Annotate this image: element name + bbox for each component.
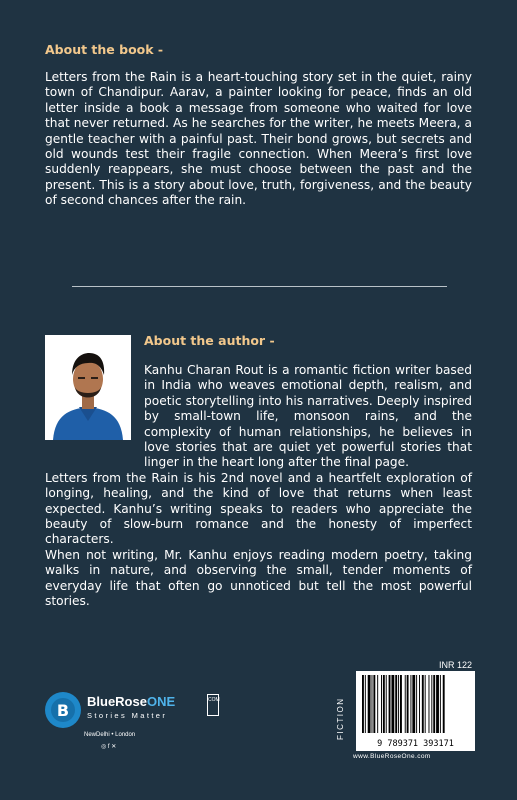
publisher-name-accent: ONE — [146, 694, 176, 709]
barcode-bar — [377, 675, 378, 733]
barcode-bar — [395, 675, 397, 733]
barcode-bar — [416, 675, 417, 733]
about-book-text: Letters from the Rain is a heart-touching story set in the quiet, rainy town of Chandipur. Aarav, a painter looking for peace, finds an old letter inside a book a message from someone who waited for love that never returned. As he searches for the writer, he meets Meera, a gentle teacher with a painful past. Their bond grows, but secrets and old wounds test their fragile connection. When Meera’s first love suddenly reappears, she must choose between the past and the present. This is a story about love, truth, forgiveness, and the beauty of second chances after the rain. — [45, 70, 472, 208]
publisher-emblem-letter: B — [56, 701, 70, 720]
about-author-text — [45, 363, 472, 610]
barcode-bar — [433, 675, 435, 733]
isbn-barcode — [356, 671, 475, 751]
barcode-bar — [398, 675, 399, 733]
barcode-bar — [381, 675, 382, 733]
barcode-bar — [419, 675, 420, 733]
about-book-heading: About the book - — [45, 42, 164, 57]
publisher-emblem-icon — [45, 692, 81, 728]
barcode-bar — [405, 675, 406, 733]
isbn-number: 9 789371 393171 — [377, 739, 454, 749]
barcode-bar — [400, 675, 402, 733]
publisher-name — [87, 694, 175, 709]
publisher-locations: NewDelhi • London — [84, 732, 136, 738]
barcode-bar — [407, 675, 409, 733]
barcode-bar — [372, 675, 373, 733]
barcode-bar — [429, 675, 430, 733]
publisher-badge: COM — [207, 694, 219, 716]
publisher-website: www.BlueRoseOne.com — [353, 753, 431, 760]
barcode-bar — [436, 675, 439, 733]
social-icons: ◎ f ✕ — [101, 744, 117, 750]
author-hobbies-paragraph: When not writing, Mr. Kanhu enjoys reading modern poetry, taking walks in nature, and observing the small, tender moments of everyday life that often go unnoticed but tell the most powerful stories. — [45, 547, 472, 609]
barcode-bar — [391, 675, 394, 733]
barcode-bar — [386, 675, 387, 733]
about-author-heading: About the author - — [144, 333, 275, 348]
barcode-bar — [422, 675, 424, 733]
barcode-bar — [383, 675, 385, 733]
barcode-bar — [443, 675, 445, 733]
barcode-bar — [389, 675, 391, 733]
barcode-bar — [373, 675, 375, 733]
barcode-bar — [410, 675, 411, 733]
section-divider — [72, 286, 447, 287]
publisher-tagline: Stories Matter — [87, 711, 168, 720]
author-bio-paragraph: Kanhu Charan Rout is a romantic fiction writer based in India who weaves emotional depth, realism, and poetic storytelling into his narratives. Deeply inspired by small-town life, monsoon rains, and the complexity of human relationships, he believes in love stories that are quiet yet powerful stories that linger in the heart long after the final page. — [144, 363, 472, 470]
barcode-bar — [368, 675, 371, 733]
barcode-bar — [440, 675, 441, 733]
barcode-bar — [412, 675, 415, 733]
barcode-bar — [425, 675, 426, 733]
barcode-bar — [365, 675, 366, 733]
barcode-bar — [362, 675, 364, 733]
barcode-bar — [431, 675, 432, 733]
price-label: INR 122 — [439, 660, 473, 670]
barcode-bars-icon — [356, 671, 475, 737]
publisher-name-main: BlueRose — [87, 694, 147, 709]
publisher-logo — [45, 688, 225, 768]
author-novel-paragraph: Letters from the Rain is his 2nd novel and a heartfelt exploration of longing, healing, and the kind of love that returns when least expected. Kanhu’s writing speaks to readers who appreciate the beauty of slow-burn romance and the honesty of imperfect characters. — [45, 470, 472, 547]
genre-label: FICTION — [336, 697, 345, 740]
